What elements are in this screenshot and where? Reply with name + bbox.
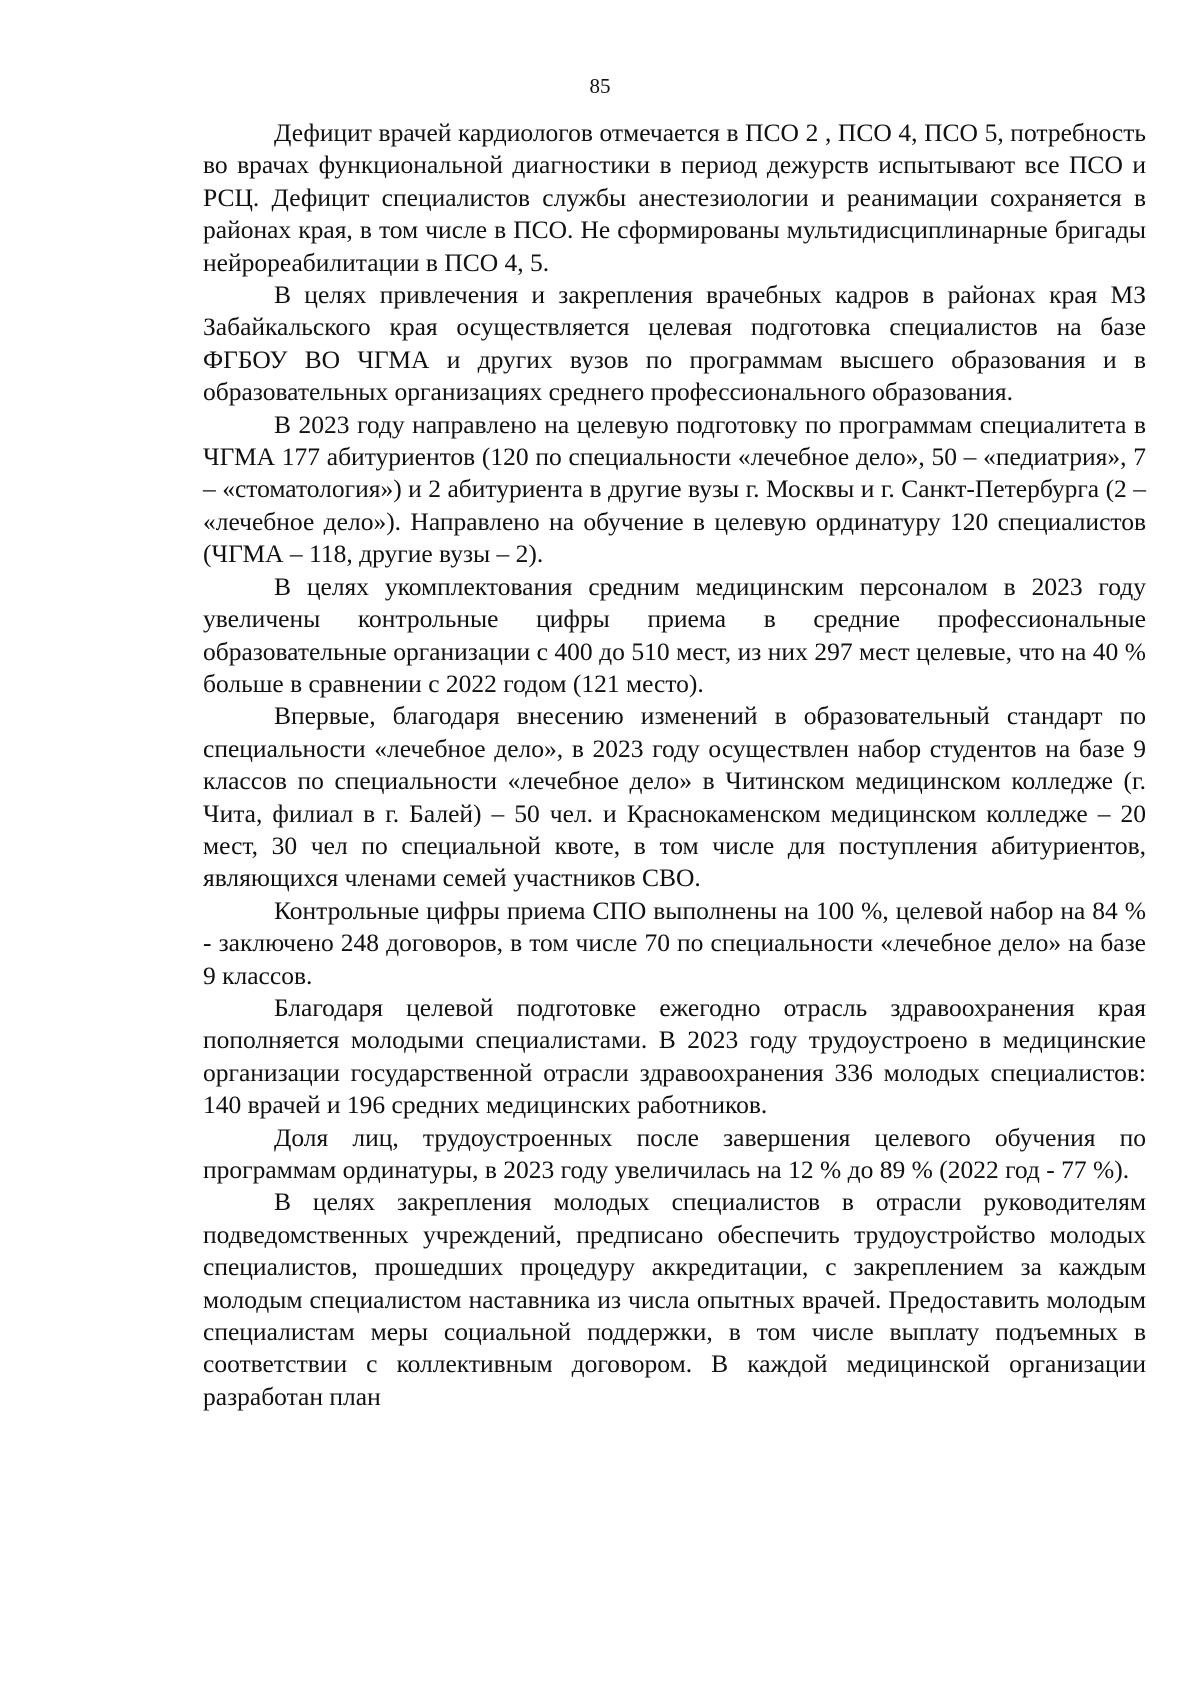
paragraph-nursing-staff: В целях укомплектования средним медицинским персоналом в 2023 году увеличены контрольные цифры приема в средние профессиональные образовательные организации с 400 до 510 мест, из них 297 мест целевые, что на 40 % больше в сравнении с 2022 годом (121 место). xyxy=(203,571,1146,698)
paragraph-retention-measures: В целях закрепления молодых специалистов в отрасли руководителям подведомственных учреждений, предписано обеспечить трудоустройство молодых специалистов, прошедших процедуру аккредитации, с закреплением за каждым молодым специалистом наставника из числа опытных врачей. Предоставить молодым специалистам меры социальной поддержки, в том числе выплату подъемных в соответствии с коллективным договором. В каждой медицинской организации разработан план xyxy=(203,1187,1146,1411)
paragraph-spo-figures: Контрольные цифры приема СПО выполнены на 100 %, целевой набор на 84 % - заключено 248 договоров, в том числе 70 по специальности «лечебное дело» на базе 9 классов. xyxy=(203,895,1146,990)
paragraph-cardiologist-deficit: Дефицит врачей кардиологов отмечается в ПСО 2 , ПСО 4, ПСО 5, потребность во врачах функциональной диагностики в период дежурств испытывают все ПСО и РСЦ. Дефицит специалистов службы анестезиологии и реанимации сохраняется в районах края, в том числе в ПСО. Не сформированы мультидисциплинарные бригады нейрореабилитации в ПСО 4, 5. xyxy=(203,118,1146,277)
page-number: 85 xyxy=(589,74,611,98)
document-body xyxy=(203,117,1146,1413)
paragraph-2023-admissions: В 2023 году направлено на целевую подготовку по программам специалитета в ЧГМА 177 абитуриентов (120 по специальности «лечебное дело», 50 – «педиатрия», 7 – «стоматология») и 2 абитуриента в другие вузы г. Москвы и г. Санкт-Петербурга (2 – «лечебное дело»). Направлено на обучение в целевую ординатуру 120 специалистов (ЧГМА – 118, другие вузы – 2). xyxy=(203,409,1146,569)
paragraph-residency-employment: Доля лиц, трудоустроенных после завершения целевого обучения по программам ординатуры, в 2023 году увеличилась на 12 % до 89 % (2022 год - 77 %). xyxy=(203,1122,1146,1184)
paragraph-young-specialists: Благодаря целевой подготовке ежегодно отрасль здравоохранения края пополняется молодыми специалистами. В 2023 году трудоустроено в медицинские организации государственной отрасли здравоохранения 336 молодых специалистов: 140 врачей и 196 средних медицинских работников. xyxy=(203,992,1146,1120)
paragraph-targeted-training: В целях привлечения и закрепления врачебных кадров в районах края МЗ Забайкальского края осуществляется целевая подготовка специалистов на базе ФГБОУ ВО ЧГМА и других вузов по программам высшего образования и в образовательных организациях среднего профессионального образования. xyxy=(203,280,1146,407)
paragraph-first-enrollment: Впервые, благодаря внесению изменений в образовательный стандарт по специальности «лечебное дело», в 2023 году осуществлен набор студентов на базе 9 классов по специальности «лечебное дело» в Читинском медицинском колледже (г. Чита, филиал в г. Балей) – 50 чел. и Краснокаменском медицинском колледже – 20 мест, 30 чел по специальной квоте, в том числе для поступления абитуриентов, являющихся членами семей участников СВО. xyxy=(203,701,1146,893)
